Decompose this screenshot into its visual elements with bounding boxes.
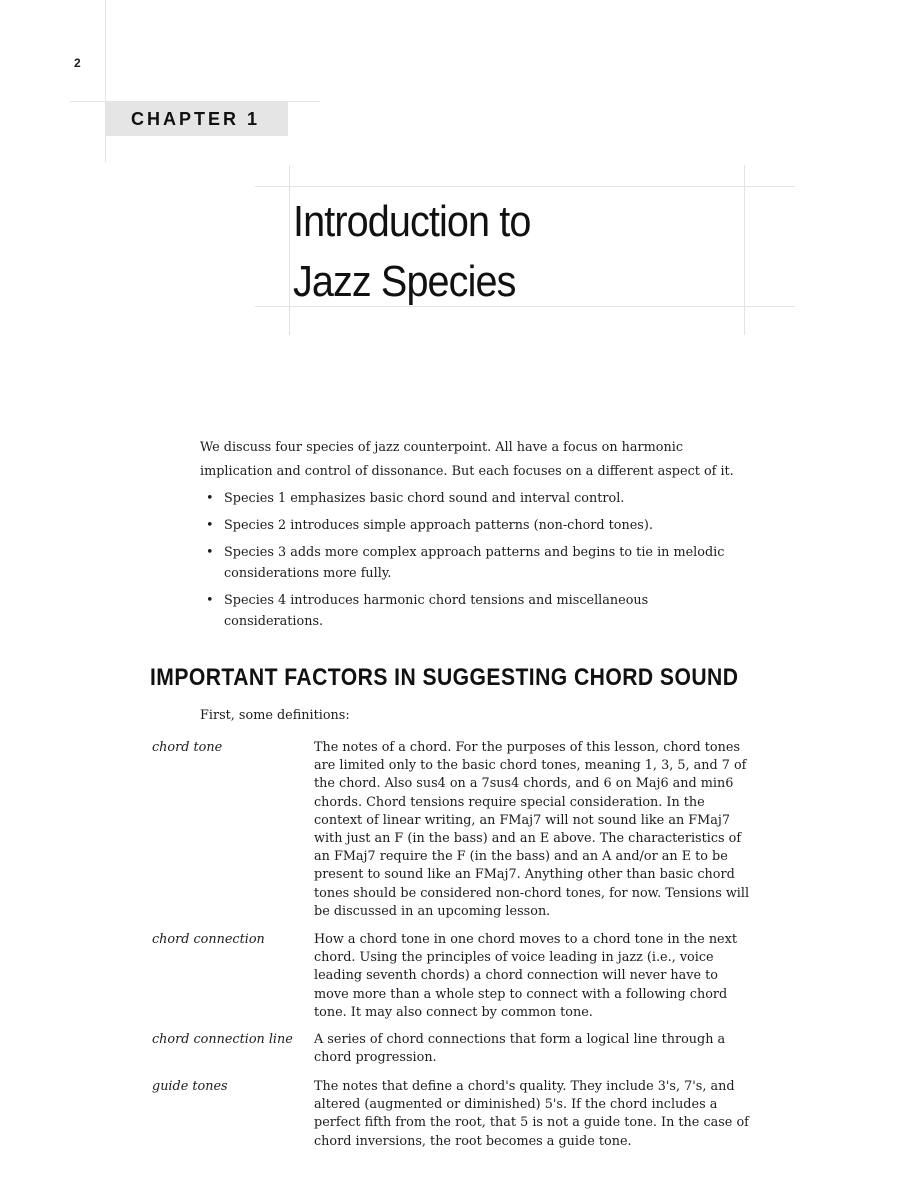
page-number: 2 (74, 56, 81, 70)
chapter-title-line-1: Introduction to (293, 197, 531, 246)
guide-line-left-vertical (105, 0, 106, 162)
definition-term-chord-tone: chord tone (152, 740, 223, 755)
definition-term-guide-tones: guide tones (152, 1079, 228, 1094)
definition-term-chord-connection-line: chord connection line (152, 1032, 293, 1047)
definition-term-chord-connection: chord connection (152, 932, 265, 947)
species-list-item: • Species 2 introduces simple approach patterns (non-chord tones). (206, 515, 746, 536)
guide-line-title-top (255, 186, 795, 187)
species-list-item: • Species 4 introduces harmonic chord tensions and miscellaneous considerations. (206, 590, 746, 632)
species-list-item: • Species 1 emphasizes basic chord sound and interval control. (206, 488, 746, 509)
species-list-item: • Species 3 adds more complex approach patterns and begins to tie in melodic considerations more fully. (206, 542, 746, 584)
definition-text-chord-connection-line: A series of chord connections that form a logical line through a chord progression. (314, 1032, 726, 1066)
chapter-title (293, 192, 530, 312)
guide-line-title-right (744, 165, 745, 335)
definitions-intro: First, some definitions: (200, 708, 350, 723)
definition-text-chord-tone: The notes of a chord. For the purposes of this lesson, chord tones are limited only to the basic chord tones, meaning 1, 3, 5, and 7 of the chord. Also sus4 on a 7sus4 chords, and 6 on Maj6 and min6 chords. Chord tensions require special consideration. In the context of linear writing, an FMaj7 will not sound like an FMaj7 with just an F (in the bass) and an E above. The characteristics of an FMaj7 require the F (in the bass) and an A and/or an E to be present to sound like an FMaj7. Anything other than basic chord tones should be considered non-chord tones, for now. Tensions will be discussed in an upcoming lesson. (314, 740, 750, 919)
species-list (206, 488, 746, 638)
chapter-label: CHAPTER 1 (106, 102, 288, 136)
guide-line-title-left (289, 165, 290, 335)
intro-paragraph: We discuss four species of jazz counterpoint. All have a focus on harmonic implication and control of dissonance. But each focuses on a different aspect of it. (200, 440, 734, 479)
definition-text-chord-connection: How a chord tone in one chord moves to a chord tone in the next chord. Using the principles of voice leading in jazz (i.e., voice leading seventh chords) a chord connection will never have to move more than a whole step to connect with a following chord tone. It may also connect by common tone. (314, 932, 737, 1020)
chapter-title-line-2: Jazz Species (293, 257, 516, 306)
section-heading: IMPORTANT FACTORS IN SUGGESTING CHORD SOUND (150, 664, 739, 691)
definition-text-guide-tones: The notes that define a chord's quality. They include 3's, 7's, and altered (augmented or diminished) 5's. If the chord includes a perfect fifth from the root, that 5 is not a guide tone. In the case of chord inversions, the root becomes a guide tone. (314, 1079, 749, 1149)
